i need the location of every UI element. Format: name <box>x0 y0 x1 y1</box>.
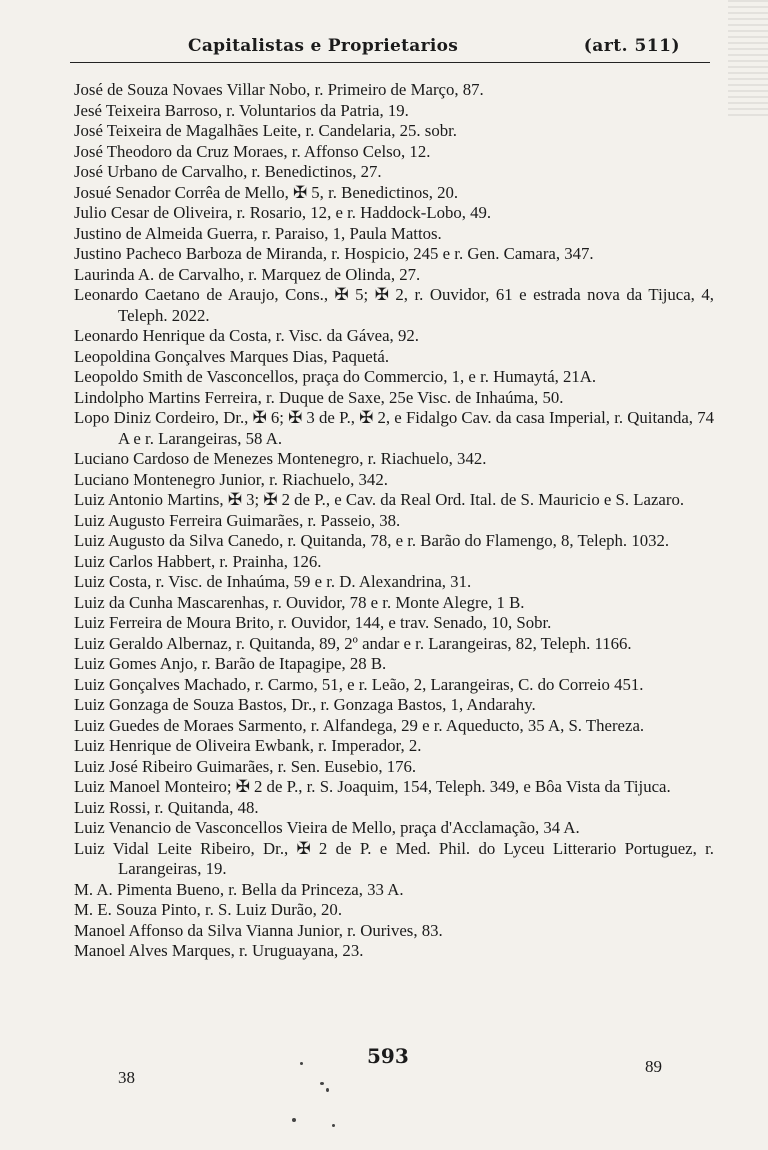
ink-speck <box>320 1082 324 1085</box>
directory-entry: Luciano Cardoso de Menezes Montenegro, r. Riachuelo, 342. <box>74 449 487 468</box>
entry-list <box>74 80 714 962</box>
directory-entry: Manoel Affonso da Silva Vianna Junior, r. Ourives, 83. <box>74 920 443 940</box>
directory-entry: Luiz Costa, r. Visc. de Inhaúma, 59 e r. D. Alexandrina, 31. <box>74 572 472 591</box>
directory-entry: Luiz Manoel Monteiro; ✠ 2 de P., r. S. Joaquim, 154, Teleph. 349, e Bôa Vista da Tijuca. <box>74 777 671 796</box>
ink-speck <box>326 1088 329 1092</box>
article-number: (art. 511) <box>583 36 680 56</box>
directory-entry: Luiz José Ribeiro Guimarães, r. Sen. Eusebio, 176. <box>74 756 417 776</box>
directory-entry: Luiz Venancio de Vasconcellos Vieira de Mello, praça d'Acclamação, 34 A. <box>74 818 580 837</box>
directory-entry: M. E. Souza Pinto, r. S. Luiz Durão, 20. <box>74 900 343 919</box>
directory-entry: Luiz Rossi, r. Quitanda, 48. <box>74 797 259 817</box>
directory-entry: José Teixeira de Magalhães Leite, r. Candelaria, 25. sobr. <box>74 121 457 140</box>
directory-entry: Luiz Augusto Ferreira Guimarães, r. Passeio, 38. <box>74 510 401 530</box>
header-rule <box>70 62 710 63</box>
page-edge-shadow <box>728 0 768 120</box>
page-header <box>70 36 710 62</box>
directory-entry: Lopo Diniz Cordeiro, Dr., ✠ 6; ✠ 3 de P., ✠ 2, e Fidalgo Cav. da casa Imperial, r. Quitanda, 74 A e r. Larangeiras, 58 A. <box>74 408 714 448</box>
footer-right-number: 89 <box>645 1057 662 1076</box>
directory-entry: Luiz da Cunha Mascarenhas, r. Ouvidor, 78 e r. Monte Alegre, 1 B. <box>74 592 525 612</box>
directory-entry: Lindolpho Martins Ferreira, r. Duque de Saxe, 25e Visc. de Inhaúma, 50. <box>74 387 564 407</box>
ink-speck <box>292 1118 296 1122</box>
directory-entry: Leopoldo Smith de Vasconcellos, praça do Commercio, 1, e r. Humaytá, 21A. <box>74 367 597 386</box>
ink-speck <box>332 1124 335 1127</box>
directory-entry: José Urbano de Carvalho, r. Benedictinos, 27. <box>74 162 382 181</box>
directory-entry: José de Souza Novaes Villar Nobo, r. Primeiro de Março, 87. <box>74 80 484 99</box>
directory-entry: Josué Senador Corrêa de Mello, ✠ 5, r. Benedictinos, 20. <box>74 182 459 202</box>
directory-entry: Leonardo Henrique da Costa, r. Visc. da Gávea, 92. <box>74 326 419 345</box>
directory-entry: Luciano Montenegro Junior, r. Riachuelo, 342. <box>74 469 388 489</box>
directory-entry: Luiz Carlos Habbert, r. Prainha, 126. <box>74 551 322 571</box>
directory-entry: Luiz Antonio Martins, ✠ 3; ✠ 2 de P., e Cav. da Real Ord. Ital. de S. Mauricio e S. Lazaro. <box>74 490 685 509</box>
directory-entry: Luiz Augusto da Silva Canedo, r. Quitanda, 78, e r. Barão do Flamengo, 8, Teleph. 1032. <box>74 531 670 550</box>
directory-entry: Julio Cesar de Oliveira, r. Rosario, 12, e r. Haddock-Lobo, 49. <box>74 203 492 222</box>
directory-entry: Justino de Almeida Guerra, r. Paraiso, 1, Paula Mattos. <box>74 223 442 243</box>
directory-entry: Luiz Vidal Leite Ribeiro, Dr., ✠ 2 de P. e Med. Phil. do Lyceu Litterario Portuguez, r. Larangeiras, 19. <box>74 838 714 878</box>
directory-entry: Leopoldina Gonçalves Marques Dias, Paquetá. <box>74 346 390 366</box>
directory-entry: Luiz Guedes de Moraes Sarmento, r. Alfandega, 29 e r. Aqueducto, 35 A, S. Thereza. <box>74 715 645 735</box>
footer-left-number: 38 <box>118 1068 135 1087</box>
directory-entry: Luiz Ferreira de Moura Brito, r. Ouvidor, 144, e trav. Senado, 10, Sobr. <box>74 613 552 632</box>
page-number: 593 <box>367 1044 409 1068</box>
directory-entry: M. A. Pimenta Bueno, r. Bella da Princeza, 33 A. <box>74 879 404 899</box>
directory-entry: Luiz Gomes Anjo, r. Barão de Itapagipe, 28 B. <box>74 654 387 673</box>
directory-entry: Manoel Alves Marques, r. Uruguayana, 23. <box>74 941 364 960</box>
directory-entry: Leonardo Caetano de Araujo, Cons., ✠ 5; ✠ 2, r. Ouvidor, 61 e estrada nova da Tijuca, 4, Teleph. 2022. <box>74 285 714 325</box>
directory-entry: Laurinda A. de Carvalho, r. Marquez de Olinda, 27. <box>74 264 421 284</box>
directory-entry: José Theodoro da Cruz Moraes, r. Affonso Celso, 12. <box>74 141 431 161</box>
directory-entry: Luiz Gonçalves Machado, r. Carmo, 51, e r. Leão, 2, Larangeiras, C. do Correio 451. <box>74 674 644 694</box>
running-title: Capitalistas e Proprietarios <box>188 36 459 56</box>
directory-entry: Luiz Gonzaga de Souza Bastos, Dr., r. Gonzaga Bastos, 1, Andarahy. <box>74 695 536 714</box>
ink-speck <box>300 1062 303 1065</box>
directory-entry: Luiz Henrique de Oliveira Ewbank, r. Imperador, 2. <box>74 736 422 755</box>
directory-entry: Jesé Teixeira Barroso, r. Voluntarios da Patria, 19. <box>74 100 409 120</box>
directory-entry: Justino Pacheco Barboza de Miranda, r. Hospicio, 245 e r. Gen. Camara, 347. <box>74 244 594 263</box>
directory-entry: Luiz Geraldo Albernaz, r. Quitanda, 89, 2º andar e r. Larangeiras, 82, Teleph. 1166. <box>74 633 632 653</box>
